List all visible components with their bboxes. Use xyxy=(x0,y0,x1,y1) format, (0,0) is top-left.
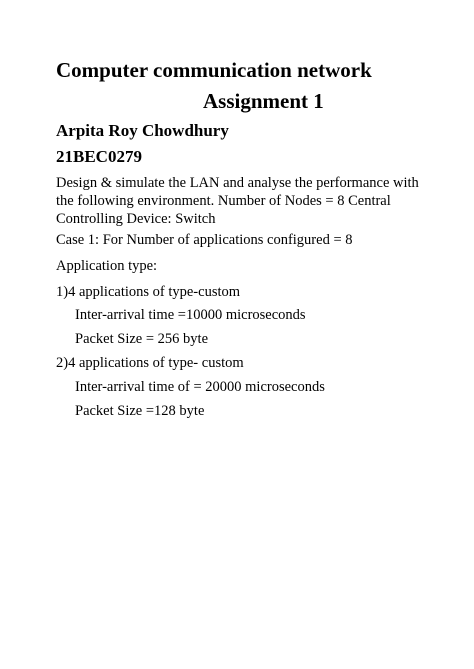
application-group-2-packet-size: Packet Size =128 byte xyxy=(75,403,205,419)
application-group-1-heading: 1)4 applications of type-custom xyxy=(56,284,241,300)
application-type-label: Application type: xyxy=(56,258,158,274)
problem-description: Design & simulate the LAN and analyse the performance with the following environment. Number of Nodes = 8 Central Controlling Device: Switch xyxy=(56,175,419,227)
roll-number: 21BEC0279 xyxy=(56,147,142,166)
application-group-2-inter-arrival: Inter-arrival time of = 20000 microseconds xyxy=(75,379,325,395)
case-line: Case 1: For Number of applications configured = 8 xyxy=(56,232,353,248)
application-group-2-heading: 2)4 applications of type- custom xyxy=(56,355,244,371)
author-name: Arpita Roy Chowdhury xyxy=(56,121,229,140)
application-group-1-packet-size: Packet Size = 256 byte xyxy=(75,331,209,347)
document-title: Computer communication network xyxy=(56,58,372,82)
application-group-1-inter-arrival: Inter-arrival time =10000 microseconds xyxy=(75,307,306,323)
assignment-heading: Assignment 1 xyxy=(203,89,324,113)
